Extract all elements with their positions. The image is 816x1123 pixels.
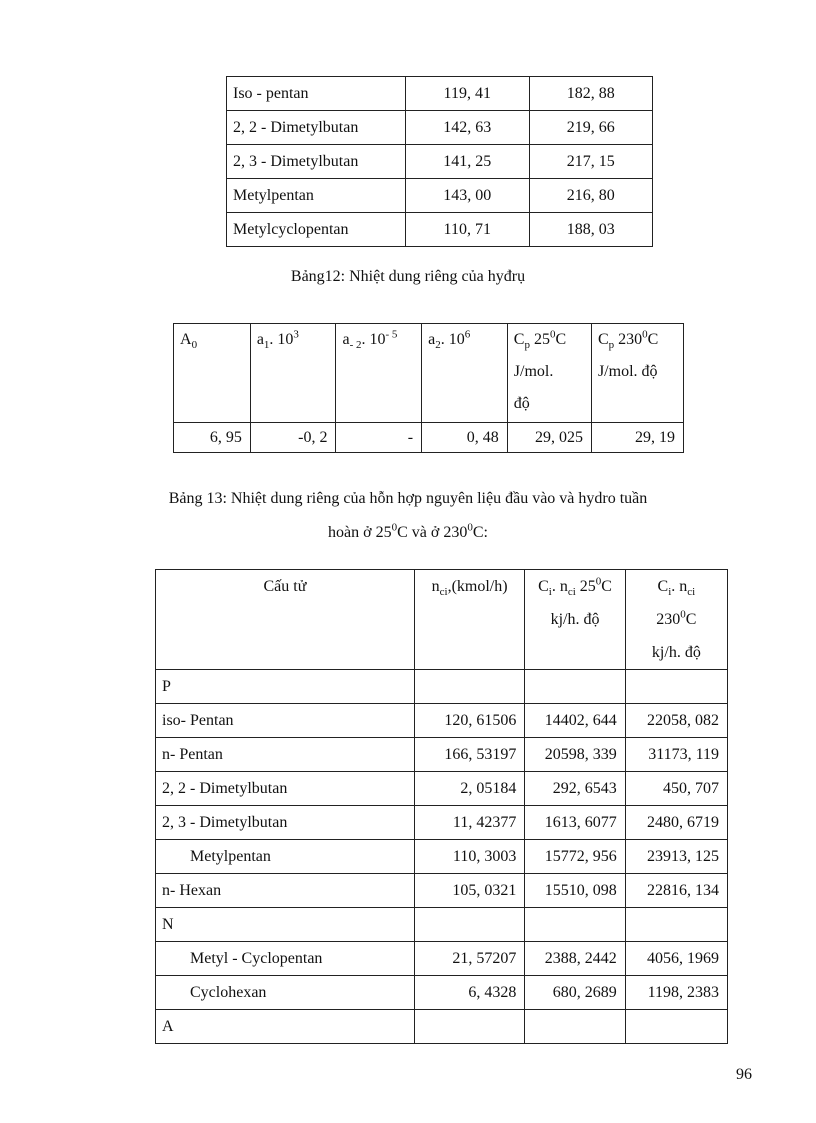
value-cell: 188, 03: [529, 213, 653, 247]
table-row: [227, 77, 653, 111]
header-a0: $A_0$: [174, 324, 251, 423]
table-row: [156, 976, 728, 1010]
value-cell: 23913, 125: [625, 840, 727, 874]
table-row: [156, 670, 728, 704]
value-cell: 119, 41: [406, 77, 530, 111]
header-c25: $C_i$. $n_{ci}$ $25^0C$ kj/h. độ: [525, 570, 625, 670]
value-cell: [414, 670, 524, 704]
value-cell: 22058, 082: [625, 704, 727, 738]
value-cell: [414, 1010, 524, 1044]
value-cell: 6, 4328: [414, 976, 524, 1010]
value-cell: 120, 61506: [414, 704, 524, 738]
value-cell: [625, 908, 727, 942]
table-row: [227, 179, 653, 213]
value-a2: 0, 48: [422, 423, 508, 453]
table-row: [156, 738, 728, 772]
component-name: Metylcyclopentan: [227, 213, 406, 247]
component-name: Metylpentan: [227, 179, 406, 213]
value-cell: 292, 6543: [525, 772, 625, 806]
header-a-2: $a_{- 2}$. $10^{- 5}$: [336, 324, 422, 423]
value-cell: 11, 42377: [414, 806, 524, 840]
value-cell: 182, 88: [529, 77, 653, 111]
hydrogen-heat-capacity-table: [173, 323, 684, 453]
value-cell: 15510, 098: [525, 874, 625, 908]
value-cell: 680, 2689: [525, 976, 625, 1010]
component-name: Metyl - Cyclopentan: [156, 942, 415, 976]
table-row: [227, 213, 653, 247]
value-cell: 110, 71: [406, 213, 530, 247]
component-name: 2, 3 - Dimetylbutan: [156, 806, 415, 840]
value-cell: 142, 63: [406, 111, 530, 145]
table-row: [227, 111, 653, 145]
value-cell: 217, 15: [529, 145, 653, 179]
value-cell: 219, 66: [529, 111, 653, 145]
component-name: iso- Pentan: [156, 704, 415, 738]
value-cell: 216, 80: [529, 179, 653, 213]
component-name: 2, 3 - Dimetylbutan: [227, 145, 406, 179]
mixture-heat-capacity-table: [155, 569, 728, 1044]
header-cp230: $C_p$ $230^0C$ J/mol. độ: [591, 324, 683, 423]
component-name: 2, 2 - Dimetylbutan: [156, 772, 415, 806]
value-cp230: 29, 19: [591, 423, 683, 453]
value-cell: 15772, 956: [525, 840, 625, 874]
table-row: [156, 806, 728, 840]
header-c230: $C_i$. $n_{ci}$ $230^0C$ kj/h. độ: [625, 570, 727, 670]
value-cell: 143, 00: [406, 179, 530, 213]
component-name: P: [156, 670, 415, 704]
value-cell: 31173, 119: [625, 738, 727, 772]
table-row: [156, 942, 728, 976]
value-cell: 2480, 6719: [625, 806, 727, 840]
value-cell: [625, 670, 727, 704]
header-cp25: $C_p$ $25^0C$ J/mol. độ: [507, 324, 591, 423]
value-cell: 4056, 1969: [625, 942, 727, 976]
value-cell: 1198, 2383: [625, 976, 727, 1010]
table-row: [156, 908, 728, 942]
table-13-caption: Bảng 13: Nhiệt dung riêng của hỗn hợp nguyên liệu đầu vào và hydro tuần hoàn ở $25^0C$ và ở $230^0C$:: [168, 490, 648, 541]
component-name: 2, 2 - Dimetylbutan: [227, 111, 406, 145]
value-cell: 2388, 2442: [525, 942, 625, 976]
value-cell: 20598, 339: [525, 738, 625, 772]
value-cell: 141, 25: [406, 145, 530, 179]
component-name: n- Hexan: [156, 874, 415, 908]
value-a1: -0, 2: [250, 423, 336, 453]
value-cell: [625, 1010, 727, 1044]
value-cell: [414, 908, 524, 942]
header-a2: $a_2$. $10^6$: [422, 324, 508, 423]
value-a0: 6, 95: [174, 423, 251, 453]
page-number: 96: [736, 1066, 752, 1083]
value-cell: 450, 707: [625, 772, 727, 806]
value-cp25: 29, 025: [507, 423, 591, 453]
value-cell: 2, 05184: [414, 772, 524, 806]
value-cell: 21, 57207: [414, 942, 524, 976]
value-cell: 166, 53197: [414, 738, 524, 772]
table-row: [156, 840, 728, 874]
table-row: [156, 1010, 728, 1044]
value-cell: [525, 670, 625, 704]
table-row: [156, 704, 728, 738]
component-name: Metylpentan: [156, 840, 415, 874]
header-a1: $a_1$. $10^3$: [250, 324, 336, 423]
table-row: [227, 145, 653, 179]
component-name: Cyclohexan: [156, 976, 415, 1010]
value-cell: 22816, 134: [625, 874, 727, 908]
value-cell: 1613, 6077: [525, 806, 625, 840]
value-a-2: -: [336, 423, 422, 453]
table-row: [156, 874, 728, 908]
table-12-caption: Bảng12: Nhiệt dung riêng của hyđrụ: [290, 268, 526, 285]
value-cell: 105, 0321: [414, 874, 524, 908]
component-name: N: [156, 908, 415, 942]
value-cell: 14402, 644: [525, 704, 625, 738]
component-name: A: [156, 1010, 415, 1044]
component-name: Iso - pentan: [227, 77, 406, 111]
header-nci: $n_{ci},(kmol/h)$: [414, 570, 524, 670]
value-cell: [525, 1010, 625, 1044]
table-row: [156, 772, 728, 806]
component-name: n- Pentan: [156, 738, 415, 772]
value-cell: 110, 3003: [414, 840, 524, 874]
value-cell: [525, 908, 625, 942]
header-component: Cấu tử: [156, 570, 415, 670]
component-table-top: [226, 76, 653, 247]
